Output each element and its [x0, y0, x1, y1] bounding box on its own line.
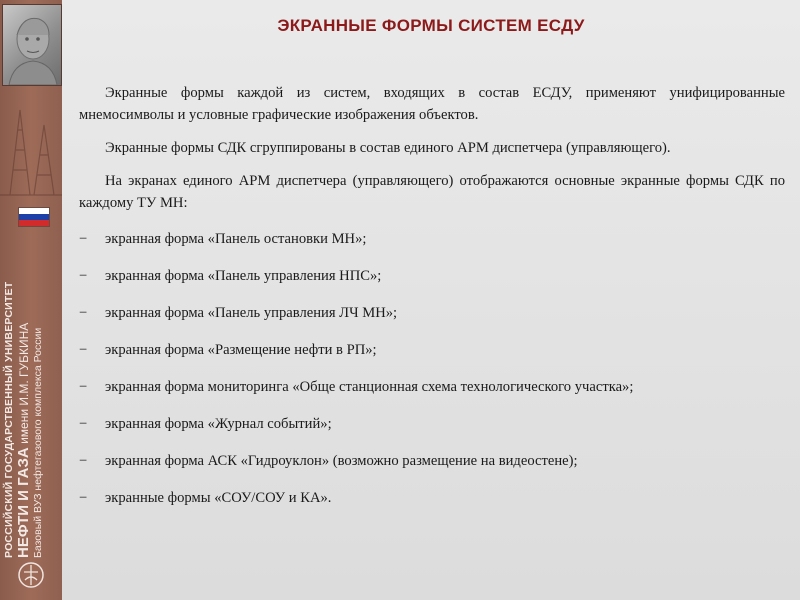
- bullet-dash: −: [79, 342, 88, 358]
- list-item-text: экранная форма «Панель остановки МН»;: [105, 231, 367, 247]
- list-item: [79, 413, 785, 435]
- university-line-3: Базовый ВУЗ нефтегазового комплекса России: [31, 327, 44, 558]
- list-item: [79, 450, 785, 472]
- university-logo-icon: [16, 560, 46, 590]
- bullet-dash: −: [79, 416, 88, 432]
- university-line-2: [16, 228, 31, 558]
- list-item-text: экранная форма «Размещение нефти в РП»;: [105, 342, 377, 358]
- list-item-text: экранная форма «Журнал событий»;: [105, 416, 332, 432]
- list-item: [79, 228, 785, 250]
- bullet-dash: −: [79, 268, 88, 284]
- list-item: [79, 487, 785, 509]
- list-item-text: экранная форма АСК «Гидроуклон» (возможно размещение на видеостене);: [105, 453, 578, 469]
- bullet-dash: −: [79, 453, 88, 469]
- paragraph: Экранные формы каждой из систем, входящих в состав ЕСДУ, применяют унифицированные мнемосимволы и условные графические изображения объектов.: [79, 85, 785, 123]
- list-item-text: экранная форма «Панель управления ЛЧ МН»;: [105, 305, 398, 321]
- university-line-2-bold: НЕФТИ И ГАЗА: [14, 447, 32, 558]
- university-line-1: РОССИЙСКИЙ ГОСУДАРСТВЕННЫЙ УНИВЕРСИТЕТ: [3, 281, 15, 558]
- portrait-relief-icon: [3, 5, 61, 85]
- bullet-dash: −: [79, 490, 88, 506]
- list-item: [79, 376, 785, 398]
- list-item: [79, 302, 785, 324]
- oil-derrick-icon: [0, 90, 62, 200]
- slide-content: [79, 82, 785, 524]
- list-item-text: экранная форма мониторинга «Обще станционная схема технологического участка»;: [105, 379, 634, 395]
- paragraph: Экранные формы СДК сгруппированы в состав единого АРМ диспетчера (управляющего).: [105, 140, 671, 156]
- flag-red-stripe: [19, 220, 49, 226]
- bullet-list: [79, 228, 785, 509]
- slide-title: ЭКРАННЫЕ ФОРМЫ СИСТЕМ ЕСДУ: [277, 16, 585, 35]
- paragraph: На экранах единого АРМ диспетчера (управляющего) отображаются основные экранные формы СДК по каждому ТУ МН:: [79, 173, 785, 211]
- list-item: [79, 265, 785, 287]
- university-line-2-rest: имени И.М. ГУБКИНА: [16, 322, 31, 448]
- list-item-text: экранная форма «Панель управления НПС»;: [105, 268, 382, 284]
- university-name: [4, 228, 43, 558]
- bullet-dash: −: [79, 305, 88, 321]
- russian-flag-icon: [18, 207, 50, 227]
- portrait-image: [2, 4, 62, 86]
- list-item: [79, 339, 785, 361]
- bullet-dash: −: [79, 379, 88, 395]
- bullet-dash: −: [79, 231, 88, 247]
- list-item-text: экранные формы «СОУ/СОУ и КА».: [105, 490, 332, 506]
- sidebar-banner: [0, 0, 62, 600]
